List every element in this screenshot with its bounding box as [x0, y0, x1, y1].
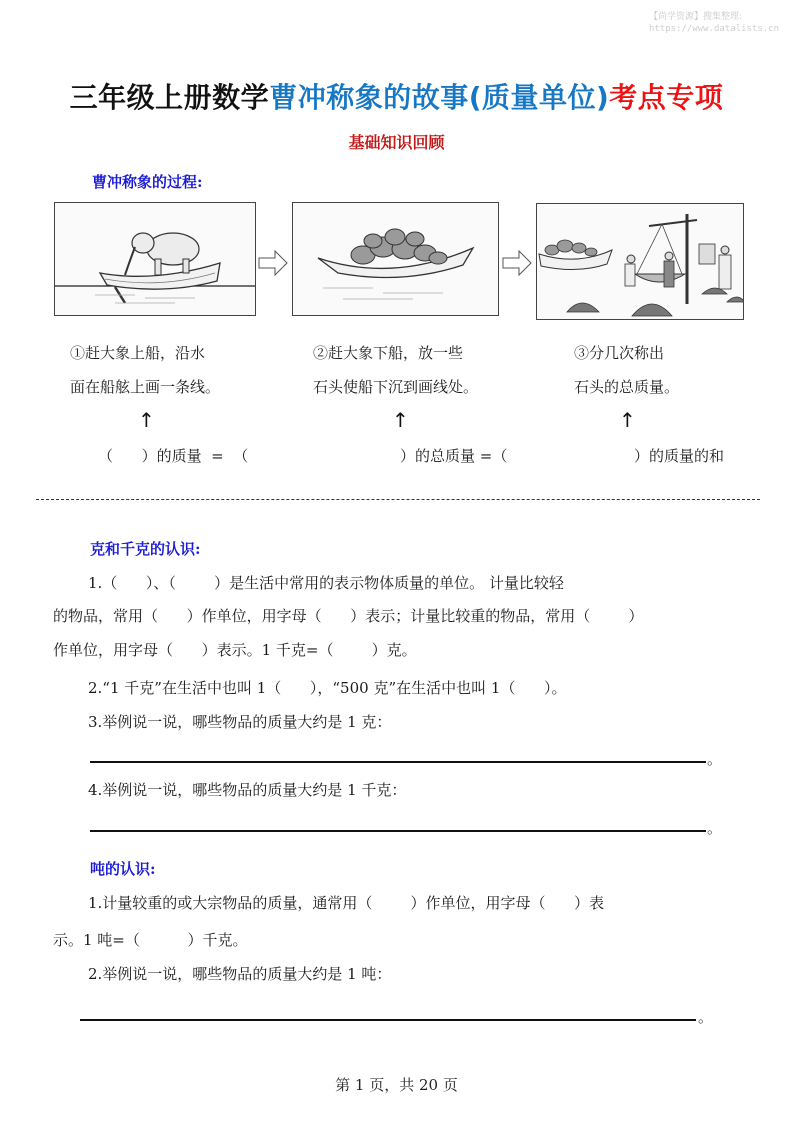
step-1-text: ①赶大象上船，沿水 面在船舷上画一条线。	[70, 344, 221, 396]
ton-q2: 2.举例说一说，哪些物品的质量大约是 1 吨：	[88, 965, 392, 983]
title-topic: 曹冲称象的故事(质量单位)	[269, 81, 610, 114]
title-grade: 三年级上册数学	[69, 81, 270, 114]
stones-boat-image	[292, 202, 499, 316]
ton-heading: 吨的认识:	[90, 860, 156, 878]
title-suffix: 考点专项	[609, 81, 724, 114]
answer-line-1kg[interactable]	[90, 830, 706, 832]
step-2-text: ②赶大象下船，放一些 石头使船下沉到画线处。	[313, 344, 479, 396]
up-arrow-icon: ↑	[619, 408, 636, 432]
gram-kg-q1-line3: 作单位，用字母（ ）表示。1 千克=（ ）克。	[53, 641, 417, 659]
equation-part-2: ）的总质量 =（	[400, 447, 508, 465]
answer-end-mark: 。	[698, 1008, 714, 1026]
watermark	[649, 11, 779, 35]
elephant-boat-image	[54, 202, 256, 316]
arrow-right-icon	[502, 250, 532, 276]
weighing-stones-image	[536, 203, 744, 320]
ton-q1-line1: 1.计量较重的或大宗物品的质量，通常用（ ）作单位，用字母（ ）表	[88, 894, 605, 912]
answer-end-mark: 。	[707, 819, 723, 837]
watermark-source: 【尚学资源】搜集整理:	[648, 12, 742, 22]
step-3-text: ③分几次称出 石头的总质量。	[574, 344, 680, 396]
answer-line-1g[interactable]	[90, 761, 706, 763]
ton-q1-line2: 示。1 吨=（ ）千克。	[53, 931, 248, 949]
equation-part-3: ）的质量的和	[634, 447, 725, 465]
up-arrow-icon: ↑	[138, 408, 155, 432]
subtitle: 基础知识回顾	[348, 133, 445, 152]
watermark-url: https://www.datalists.cn	[648, 24, 779, 34]
gram-kg-q2: 2.“1 千克”在生活中也叫 1（ ），“500 克”在生活中也叫 1（ ）。	[88, 679, 567, 697]
answer-line-1t[interactable]	[80, 1019, 696, 1021]
page-number: 第 1 页，共 20 页	[335, 1076, 458, 1094]
page-title	[0, 76, 793, 116]
equation-part-1: （ ）的质量 = （	[98, 447, 249, 465]
gram-kg-q1-line1: 1.（ ）、（ ）是生活中常用的表示物体质量的单位。 计量比较轻	[88, 574, 564, 592]
gram-kg-q3: 3.举例说一说，哪些物品的质量大约是 1 克：	[88, 713, 392, 731]
arrow-right-icon	[258, 250, 288, 276]
answer-end-mark: 。	[707, 750, 723, 768]
gram-kg-heading: 克和千克的认识:	[90, 540, 201, 558]
section-divider	[36, 499, 760, 500]
up-arrow-icon: ↑	[392, 408, 409, 432]
gram-kg-q1-line2: 的物品，常用（ ）作单位，用字母（ ）表示；计量比较重的物品，常用（ ）	[53, 607, 644, 625]
gram-kg-q4: 4.举例说一说，哪些物品的质量大约是 1 千克：	[88, 781, 407, 799]
process-heading: 曹冲称象的过程:	[92, 173, 203, 191]
